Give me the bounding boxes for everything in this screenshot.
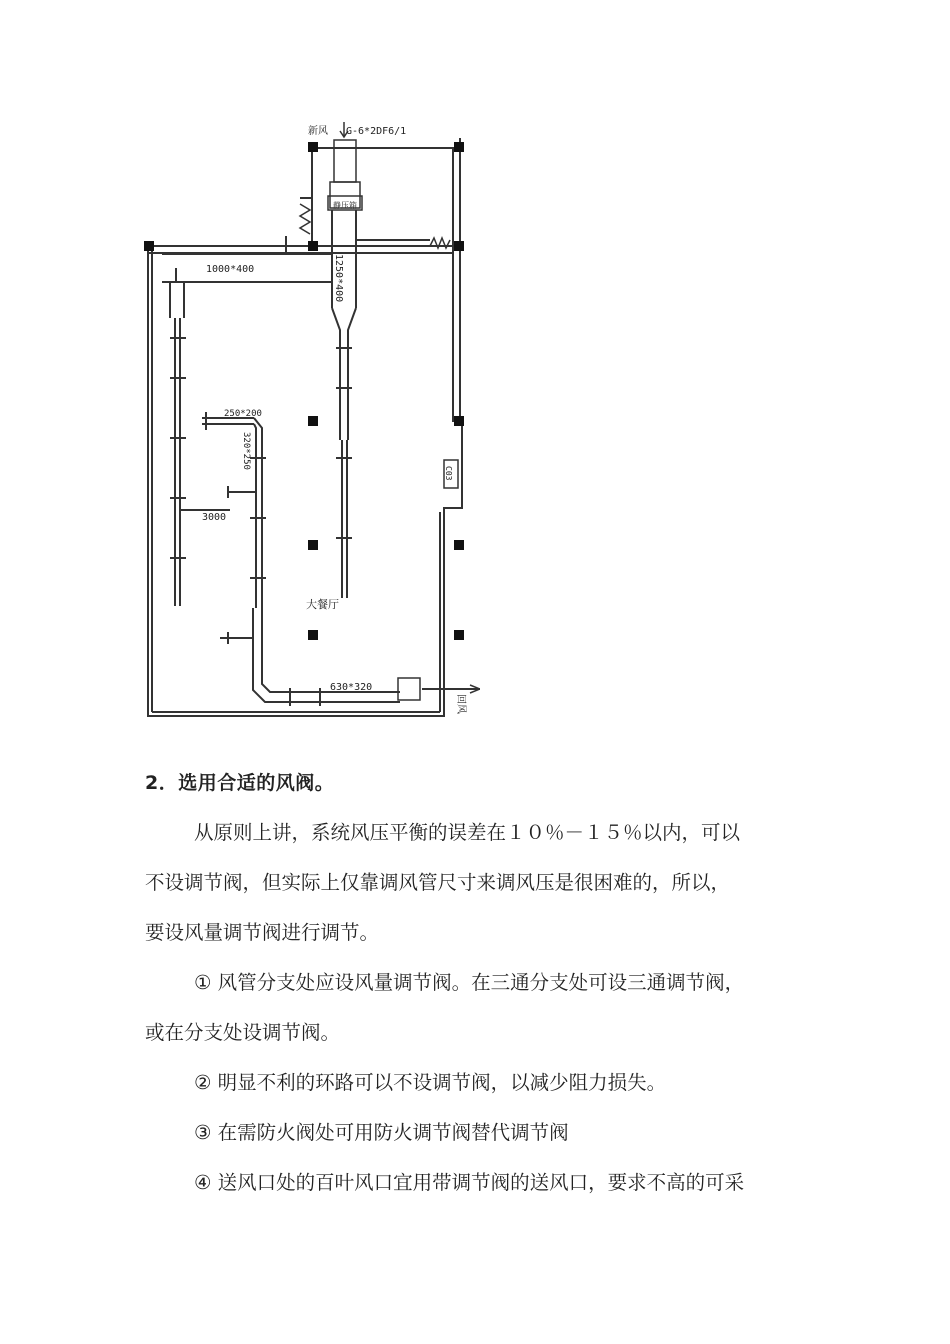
main-duct-size: 1000*400	[206, 264, 255, 275]
branch-duct-size-250: 250*200	[224, 409, 262, 419]
column-marker	[454, 630, 464, 640]
column-marker	[454, 416, 464, 426]
door-label: C03	[444, 466, 453, 481]
unit-model-label: G-6*2DF6/1	[346, 126, 407, 137]
list-item-2: ② 明显不利的环路可以不设调节阀，以减少阻力损失。	[194, 1071, 667, 1094]
column-marker	[308, 142, 318, 152]
bottom-duct-size: 630*320	[330, 682, 373, 693]
return-air-label: 回风	[455, 694, 466, 714]
branch-duct-size-320: 320*250	[241, 432, 251, 470]
column-marker	[308, 241, 318, 251]
riser-duct-size: 1250*400	[333, 254, 344, 303]
column-marker	[308, 540, 318, 550]
column-marker	[454, 241, 464, 251]
column-marker	[308, 416, 318, 426]
dimension-3000: 3000	[202, 512, 227, 523]
room-outline	[148, 246, 462, 716]
hvac-duct-drawing	[140, 118, 480, 722]
hall-label: 大餐厅	[306, 598, 339, 611]
paragraph-line: 或在分支处设调节阀。	[145, 1021, 341, 1044]
column-marker	[308, 630, 318, 640]
column-marker	[454, 142, 464, 152]
column-marker	[454, 540, 464, 550]
section-heading: 2．选用合适的风阀。	[145, 772, 335, 794]
column-marker	[144, 241, 154, 251]
list-item-3: ③ 在需防火阀处可用防火调节阀替代调节阀	[194, 1121, 569, 1144]
static-box-label: 静压箱	[333, 201, 357, 210]
paragraph-line: 不设调节阀，但实际上仅靠调风管尺寸来调风压是很困难的，所以，	[145, 871, 731, 894]
list-item-1: ① 风管分支处应设风量调节阀。在三通分支处可设三通调节阀，	[194, 971, 745, 994]
paragraph-line: 从原则上讲，系统风压平衡的误差在１０％－１５％以内，可以	[194, 821, 741, 844]
paragraph-line: 要设风量调节阀进行调节。	[145, 921, 380, 944]
fresh-air-label: 新风	[308, 126, 328, 137]
list-item-4: ④ 送风口处的百叶风口宜用带调节阀的送风口，要求不高的可采	[194, 1171, 745, 1194]
